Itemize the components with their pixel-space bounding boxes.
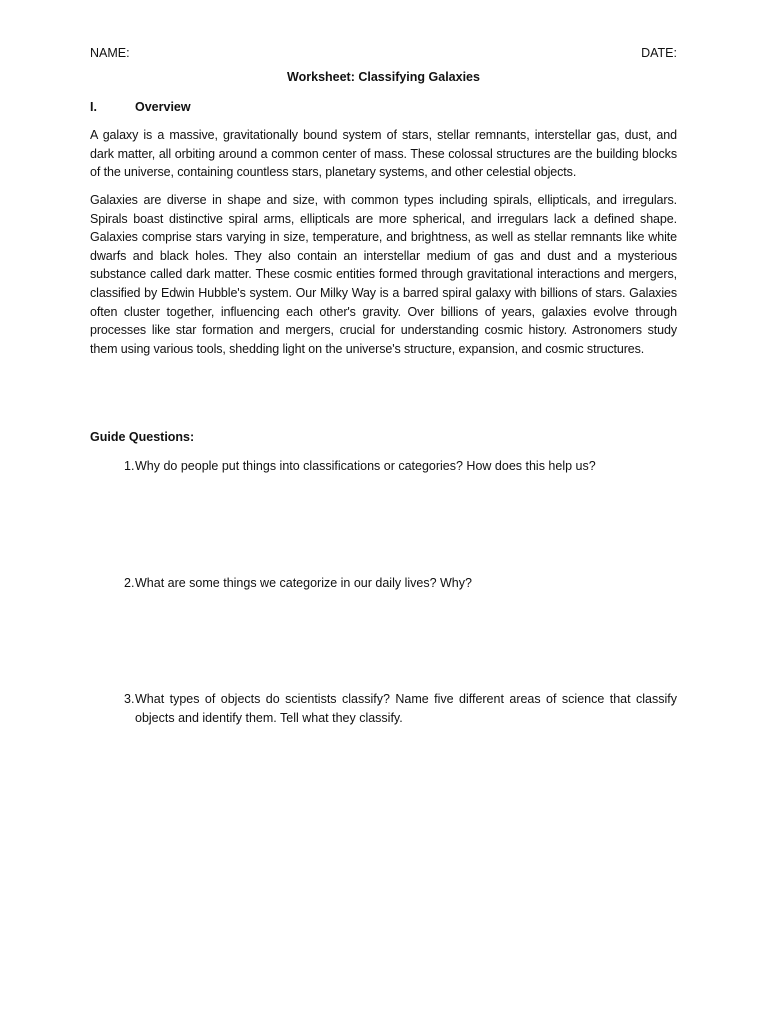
date-label: DATE:	[641, 46, 677, 60]
worksheet-page	[90, 44, 677, 727]
section-heading	[90, 98, 677, 117]
section-title: Overview	[135, 99, 191, 114]
name-label: NAME:	[90, 46, 130, 60]
question-number-2: 2.	[124, 575, 135, 590]
name-date-row	[90, 44, 677, 64]
question-number-3: 3.	[124, 692, 135, 707]
question-item-1	[90, 457, 677, 476]
worksheet-title: Worksheet: Classifying Galaxies	[287, 70, 480, 84]
section-number: I.	[90, 99, 97, 114]
question-text-3: What types of objects do scientists classify? Name five different areas of science that classify objects and identify them. Tell what they classify.	[135, 692, 677, 725]
overview-paragraph-2: Galaxies are diverse in shape and size, with common types including spirals, ellipticals, and irregulars. Spirals boast distinctive spiral arms, ellipticals are more spherical, and irregulars lack a defined shape. Galaxies comprise stars varying in size, temperature, and brightness, as well as stellar remnants like white dwarfs and black holes. They also contain an interstellar medium of gas and dust and a mysterious substance called dark matter. These cosmic entities formed through gravitational interactions and mergers, classified by Edwin Hubble's system. Our Milky Way is a barred spiral galaxy with billions of stars. Galaxies often cluster together, influencing each other's gravity. Over billions of years, galaxies evolve through processes like star formation and mergers, crucial for understanding cosmic history. Astronomers study them using various tools, shedding light on the universe's structure, expansion, and cosmic structures.	[90, 192, 677, 356]
question-item-3	[90, 690, 677, 727]
question-item-2	[90, 574, 677, 593]
question-text-2: What are some things we categorize in our daily lives? Why?	[135, 575, 472, 590]
overview-paragraph-1: A galaxy is a massive, gravitationally bound system of stars, stellar remnants, interstellar gas, dust, and dark matter, all orbiting around a common center of mass. These colossal structures are the building blocks of the universe, containing countless stars, planetary systems, and other celestial objects.	[90, 128, 677, 180]
question-text-1: Why do people put things into classifications or categories? How does this help us?	[135, 458, 596, 473]
question-list	[90, 457, 677, 727]
guide-questions-heading: Guide Questions:	[90, 430, 195, 445]
question-number-1: 1.	[124, 458, 135, 473]
